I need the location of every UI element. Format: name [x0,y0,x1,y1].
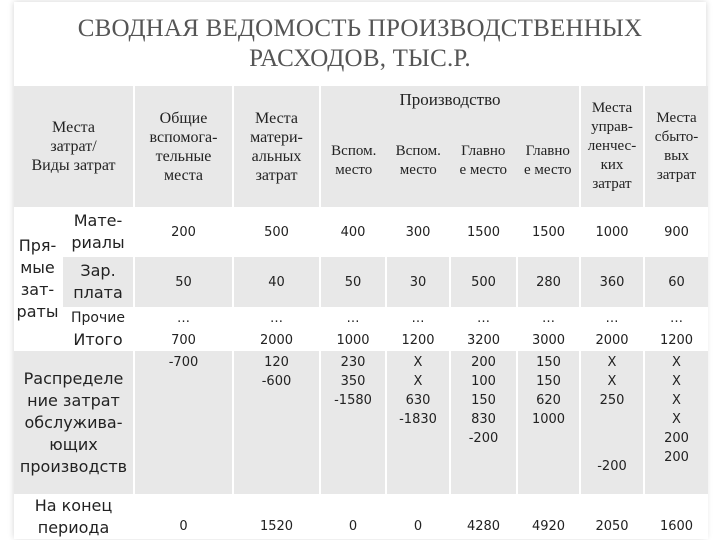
total-label: Итого [62,329,134,351]
other-label: Прочие [62,307,134,329]
cell: … [386,307,450,329]
cell: 0 [320,494,386,539]
cell: 2000 [580,329,644,351]
cell: 2000 [233,329,320,351]
cell: … [517,307,580,329]
cell: 4280 [450,494,517,539]
row-materials [14,207,708,257]
cell: 50 [320,257,386,307]
dist-main-2: 150 150 620 1000 [517,351,580,494]
dist-main-1: 200 100 150 830 -200 [450,351,517,494]
row-end-period [14,494,708,539]
dist-sales: Х Х Х Х 200 200 [644,351,708,494]
cell: 30 [386,257,450,307]
cell: … [450,307,517,329]
row-other [14,307,708,329]
cell: 0 [134,494,233,539]
cell: … [233,307,320,329]
cell: 1600 [644,494,708,539]
materials-label: Мате- риалы [62,207,134,257]
cell: 1500 [517,207,580,257]
header-main-2: Главно е место [524,142,572,178]
header-main-1: Главно е место [459,142,507,178]
cell: 2050 [580,494,644,539]
cell: … [580,307,644,329]
cell: 1000 [580,207,644,257]
cell: 500 [233,207,320,257]
cell: … [320,307,386,329]
dist-management: Х Х 250 -200 [580,351,644,494]
dist-aux-2: Х Х 630 -1830 [386,351,450,494]
cell: 280 [517,257,580,307]
cell: … [134,307,233,329]
dist-material: 120 -600 [233,351,320,494]
cell: 3200 [450,329,517,351]
row-wages [14,257,708,307]
header-sales: Места сбыто- вых затрат [644,86,708,207]
title-line-1: СВОДНАЯ ВЕДОМОСТЬ ПРОИЗВОДСТВЕННЫХ [77,15,643,42]
cell: 1200 [386,329,450,351]
distribution-label: Распределе ние затрат обслужива- ющих производств [14,351,134,494]
cell: 1520 [233,494,320,539]
direct-costs-label: Пря- мые зат- раты [14,207,62,351]
header-material-places: Места матери- альных затрат [233,86,320,207]
header-aux-1: Вспом. место [331,142,377,178]
title-line-2: РАСХОДОВ, ТЫС.Р. [249,45,471,72]
cell: 700 [134,329,233,351]
cell: 300 [386,207,450,257]
header-general-aux: Общие вспомога- тельные места [134,86,233,207]
cell: 4920 [517,494,580,539]
cell: 60 [644,257,708,307]
row-total [14,329,708,351]
production-label: Производство [399,90,501,109]
cell: 1500 [450,207,517,257]
header-aux-2: Вспом. место [395,142,441,178]
header-row [14,86,708,207]
cell: 900 [644,207,708,257]
dist-aux-1: 230 350 -1580 [320,351,386,494]
header-management: Места управ- ленчес- ких затрат [580,86,644,207]
cell: 200 [134,207,233,257]
cell: 0 [386,494,450,539]
row-distribution [14,351,708,494]
cell: 500 [450,257,517,307]
slide-title [0,14,720,74]
cell: 50 [134,257,233,307]
header-places: Места затрат/ Виды затрат [14,86,134,207]
cell: 360 [580,257,644,307]
cell: 400 [320,207,386,257]
expense-table [14,86,708,539]
header-production [320,86,580,207]
dist-general-aux: -700 [134,351,233,494]
wages-label: Зар. плата [62,257,134,307]
cell: 1200 [644,329,708,351]
cell: 1000 [320,329,386,351]
cell: 40 [233,257,320,307]
end-period-label: На конец периода [14,494,134,539]
cell: 3000 [517,329,580,351]
cell: … [644,307,708,329]
